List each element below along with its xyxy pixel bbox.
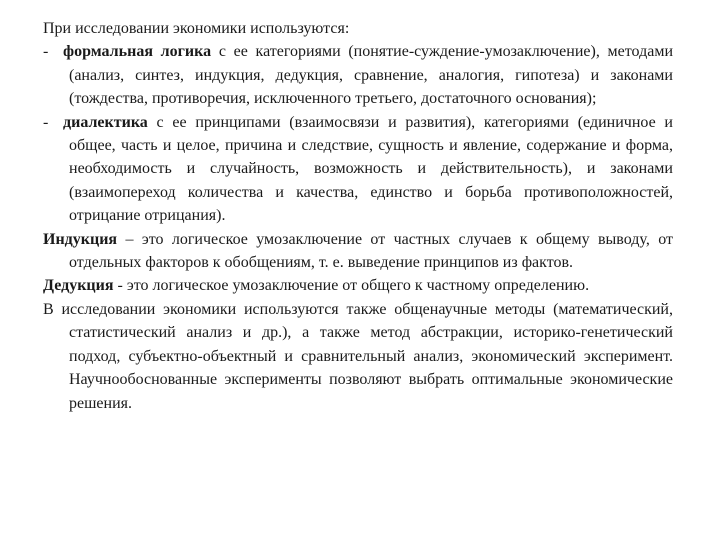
bullet-formal-logic bbox=[43, 40, 673, 110]
induction-text: – это логическое умозаключение от частных случаев к общему выводу, от отдельных факторов к обобщениям, т. е. выведение принципов из фактов. bbox=[69, 230, 673, 272]
term-induction: Индукция bbox=[43, 230, 118, 248]
term-deduction: Дедукция bbox=[43, 277, 114, 295]
term-dialectics: диалектика bbox=[63, 113, 148, 131]
bullet-dialectics bbox=[43, 111, 673, 228]
closing-text: В исследовании экономики используются также общенаучные методы (математический, статистический анализ и др.), а также метод абстракции, историко-генетический подход, субъектно-объектный и сравнительный анализ, экономический эксперимент. Научнообоснованные эксперименты позволяют выбрать оптимальные экономические решения. bbox=[43, 300, 673, 412]
bullet-marker: - bbox=[43, 113, 49, 131]
intro-text: При исследовании экономики используются: bbox=[43, 20, 350, 37]
intro-line bbox=[43, 17, 673, 40]
formal-logic-text: с ее категориями (понятие-суждение-умозаключение), методами (анализ, синтез, индукция, дедукция, сравнение, аналогия, гипотеза) и законами (тождества, противоречия, исключенного третьего, достаточного основания); bbox=[69, 43, 674, 108]
dialectics-text: с ее принципами (взаимосвязи и развития), категориями (единичное и общее, часть и целое, причина и следствие, сущность и явление, содержание и форма, необходимость и случайность, возможность и действительность), и законами (взаимопереход количества и качества, единство и борьба противоположностей, отрицание отрицания). bbox=[69, 113, 673, 225]
closing-paragraph bbox=[43, 298, 673, 415]
term-formal-logic: формальная логика bbox=[63, 43, 212, 61]
deduction-text: - это логическое умозаключение от общего к частному определению. bbox=[113, 277, 590, 295]
text-body bbox=[43, 17, 673, 415]
bullet-marker: - bbox=[43, 43, 49, 61]
deduction-definition bbox=[43, 274, 673, 297]
induction-definition bbox=[43, 228, 673, 275]
